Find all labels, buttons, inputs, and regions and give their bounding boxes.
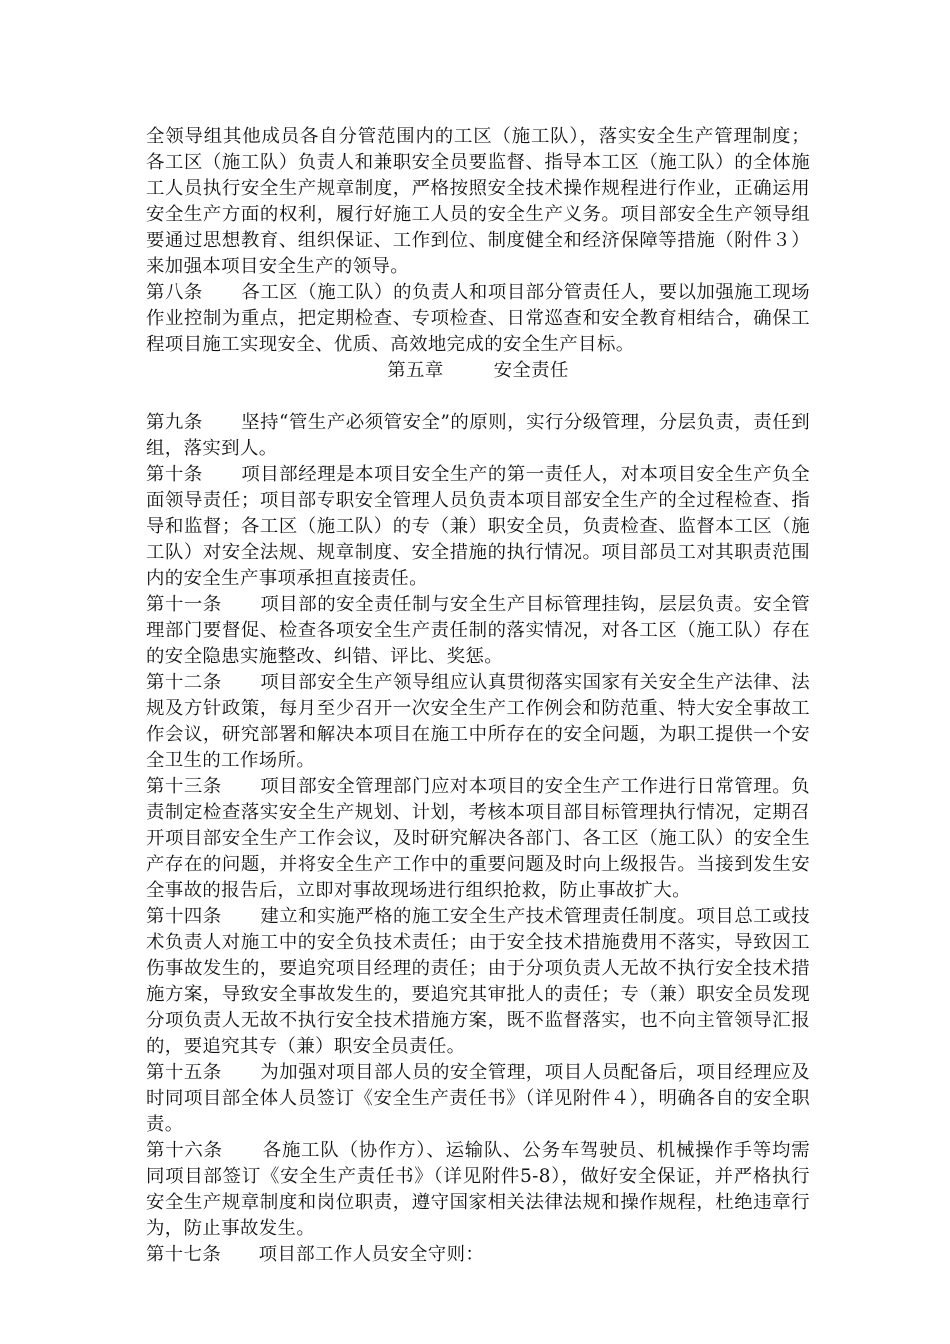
paragraph-text: 全领导组其他成员各自分管范围内的工区（施工队），落实安全生产管理制度；各工区（施工队）负责人和兼职安全员要监督、指导本工区（施工队）的全体施工人员执行安全生产规章制度，严格按照安全技术操作规程进行作业，正确运用安全生产方面的权利，履行好施工人员的安全生产义务。项目部安全生产领导组要通过思想教育、组织保证、工作到位、制度健全和经济保障等措施（附件３）来加强本项目安全生产的领导。 — [146, 126, 810, 277]
chapter-heading — [146, 358, 810, 384]
article-17 — [146, 1242, 810, 1268]
article-text: 项目部安全管理部门应对本项目的安全生产工作进行日常管理。负责制定检查落实安全生产规划、计划，考核本项目部目标管理执行情况，定期召开项目部安全生产工作会议，及时研究解决各部门、各工区（施工队）的安全生产存在的问题，并将安全生产工作中的重要问题及时向上级报告。当接到发生安全事故的报告后，立即对事故现场进行组织抢救，防止事故扩大。 — [146, 776, 810, 901]
article-12 — [146, 670, 810, 774]
article-text: 项目部工作人员安全守则： — [258, 1244, 485, 1265]
article-14 — [146, 904, 810, 1060]
article-number: 第十一条 — [146, 594, 222, 615]
chapter-title: 安全责任 — [493, 360, 569, 381]
article-number: 第九条 — [146, 412, 203, 433]
article-8 — [146, 280, 810, 358]
chapter-number: 第五章 — [387, 360, 444, 381]
article-10 — [146, 462, 810, 592]
article-text: 为加强对项目部人员的安全管理，项目人员配备后，项目经理应及时同项目部全体人员签订《安全生产责任书》（详见附件４），明确各自的安全职责。 — [146, 1062, 810, 1135]
document-body — [146, 124, 810, 1268]
article-text: 项目部经理是本项目安全生产的第一责任人，对本项目安全生产负全面领导责任；项目部专职安全管理人员负责本项目部安全生产的全过程检查、指导和监督；各工区（施工队）的专（兼）职安全员，负责检查、监督本工区（施工队）对安全法规、规章制度、安全措施的执行情况。项目部员工对其职责范围内的安全生产事项承担直接责任。 — [146, 464, 810, 589]
article-text: 建立和实施严格的施工安全生产技术管理责任制度。项目总工或技术负责人对施工中的安全负技术责任；由于安全技术措施费用不落实，导致因工伤事故发生的，要追究项目经理的责任；由于分项负责人无故不执行安全技术措施方案，导致安全事故发生的，要追究其审批人的责任；专（兼）职安全员发现分项负责人无故不执行安全技术措施方案，既不监督落实，也不向主管领导汇报的，要追究其专（兼）职安全员责任。 — [146, 906, 810, 1057]
article-15 — [146, 1060, 810, 1138]
article-text: 项目部的安全责任制与安全生产目标管理挂钩，层层负责。安全管理部门要督促、检查各项安全生产责任制的落实情况，对各工区（施工队）存在的安全隐患实施整改、纠错、评比、奖惩。 — [146, 594, 810, 667]
article-text: 坚持“管生产必须管安全”的原则，实行分级管理，分层负责，责任到组，落实到人。 — [146, 412, 810, 459]
article-number: 第八条 — [146, 282, 203, 303]
article-9 — [146, 410, 810, 462]
article-number: 第十六条 — [146, 1140, 223, 1161]
article-number: 第十三条 — [146, 776, 222, 797]
paragraph-continued — [146, 124, 810, 280]
article-number: 第十四条 — [146, 906, 222, 927]
article-text: 项目部安全生产领导组应认真贯彻落实国家有关安全生产法律、法规及方针政策，每月至少召开一次安全生产工作例会和防范重、特大安全事故工作会议，研究部署和解决本项目在施工中所存在的安全问题，为职工提供一个安全卫生的工作场所。 — [146, 672, 810, 771]
article-number: 第十条 — [146, 464, 203, 485]
article-number: 第十五条 — [146, 1062, 222, 1083]
article-text: 各工区（施工队）的负责人和项目部分管责任人，要以加强施工现场作业控制为重点，把定期检查、专项检查、日常巡查和安全教育相结合，确保工程项目施工实现安全、优质、高效地完成的安全生产目标。 — [146, 282, 810, 355]
article-13 — [146, 774, 810, 904]
article-16 — [146, 1138, 810, 1242]
article-number: 第十七条 — [146, 1244, 222, 1265]
article-text: 各施工队（协作方）、运输队、公务车驾驶员、机械操作手等均需同项目部签订《安全生产责任书》（详见附件5-8），做好安全保证，并严格执行安全生产规章制度和岗位职责，遵守国家相关法律法规和操作规程，杜绝违章行为，防止事故发生。 — [146, 1140, 810, 1239]
article-11 — [146, 592, 810, 670]
article-number: 第十二条 — [146, 672, 222, 693]
